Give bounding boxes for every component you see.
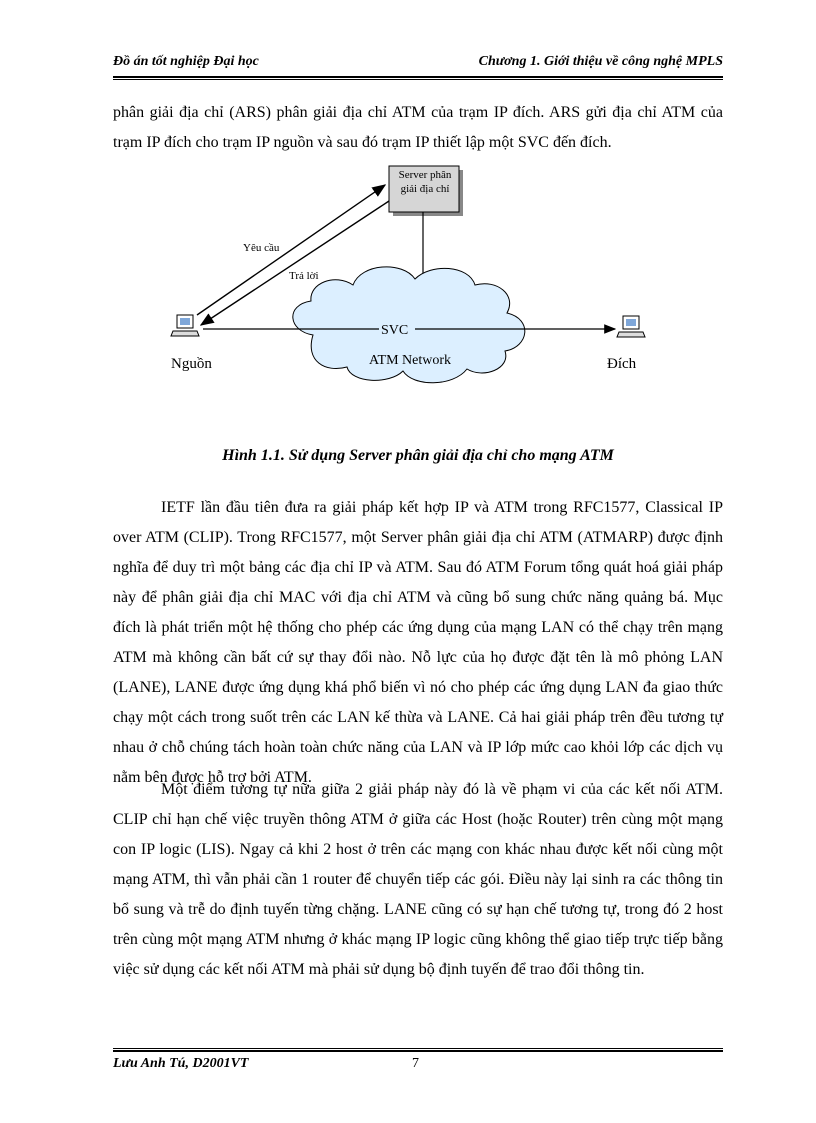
atm-network-label: ATM Network	[369, 353, 452, 368]
body-paragraph-1: IETF lần đầu tiên đưa ra giải pháp kết hợp IP và ATM trong RFC1577, Classical IP over ATM (CLIP). Trong RFC1577, một Server phân giải địa chỉ ATM (ATMARP) được định nghĩa để duy trì một bảng các địa chỉ IP và ATM. Sau đó ATM Forum tổng quát hoá giải pháp này để phân giải địa chỉ MAC với địa chỉ ATM và cũng bổ sung chức năng quảng bá. Mục đích là phát triển một hệ thống cho phép các ứng dụng của mạng LAN có thể chạy trên mạng ATM mà không cần bất cứ sự thay đổi nào. Nỗ lực của họ được đặt tên là mô phỏng LAN (LANE), LANE được ứng dụng khá phổ biến vì nó cho phép các ứng dụng LAN đa giao thức chạy một cách trong suốt trên các LAN kế thừa và LANE. Cả hai giải pháp trên đều tương tự nhau ở chỗ chúng tách hoàn toàn chức năng của LAN và IP lớp mức cao khỏi lớp các dịch vụ nằm bên được hỗ trợ bởi ATM.	[113, 499, 723, 786]
header-right-title: Chương 1. Giới thiệu về công nghệ MPLS	[478, 54, 723, 69]
header-rule	[113, 76, 723, 80]
page-number: 7	[412, 1056, 419, 1071]
intro-paragraph: phân giải địa chỉ (ARS) phân giải địa chỉ ATM của trạm IP đích. ARS gửi địa chỉ ATM của trạm IP đích cho trạm IP nguồn và sau đó trạm IP thiết lập một SVC đến đích.	[113, 104, 723, 151]
request-label: Yêu cầu	[243, 242, 280, 254]
header-left-title: Đồ án tốt nghiệp Đại học	[113, 54, 259, 69]
server-label-line2: giải địa chỉ	[400, 183, 450, 195]
page-header	[113, 52, 723, 74]
server-label	[391, 168, 459, 196]
atm-address-resolution-diagram	[113, 155, 723, 415]
source-label: Nguồn	[171, 356, 212, 372]
footer-author: Lưu Anh Tú, D2001VT	[113, 1056, 249, 1071]
footer-rule	[113, 1048, 723, 1052]
figure-caption: Hình 1.1. Sử dụng Server phân giải địa chỉ cho mạng ATM	[222, 447, 614, 464]
destination-label: Đích	[607, 356, 637, 372]
page-footer	[113, 1056, 723, 1076]
source-computer-icon	[171, 315, 199, 336]
reply-label: Trả lời	[289, 270, 319, 282]
destination-computer-icon	[617, 316, 645, 337]
server-label-line1: Server phân	[398, 169, 452, 181]
svc-label: SVC	[381, 323, 409, 338]
body-paragraph-2: Một điểm tương tự nữa giữa 2 giải pháp này đó là về phạm vi của các kết nối ATM. CLIP chỉ hạn chế việc truyền thông ATM ở giữa các Host (hoặc Router) trên cùng một mạng con IP logic (LIS). Ngay cả khi 2 host ở trên các mạng con khác nhau được kết nối cùng một mạng ATM, thì vẫn phải cần 1 router để chuyển tiếp các gói. Điều này lại sinh ra các thông tin bổ sung và trễ do định tuyến từng chặng. LANE cũng có sự hạn chế tương tự, trong đó 2 host trên cùng một mạng ATM nhưng ở khác mạng IP logic cũng không thể giao tiếp trực tiếp bằng việc sử dụng các kết nối ATM mà phải sử dụng bộ định tuyến để trao đổi thông tin.	[113, 781, 723, 978]
